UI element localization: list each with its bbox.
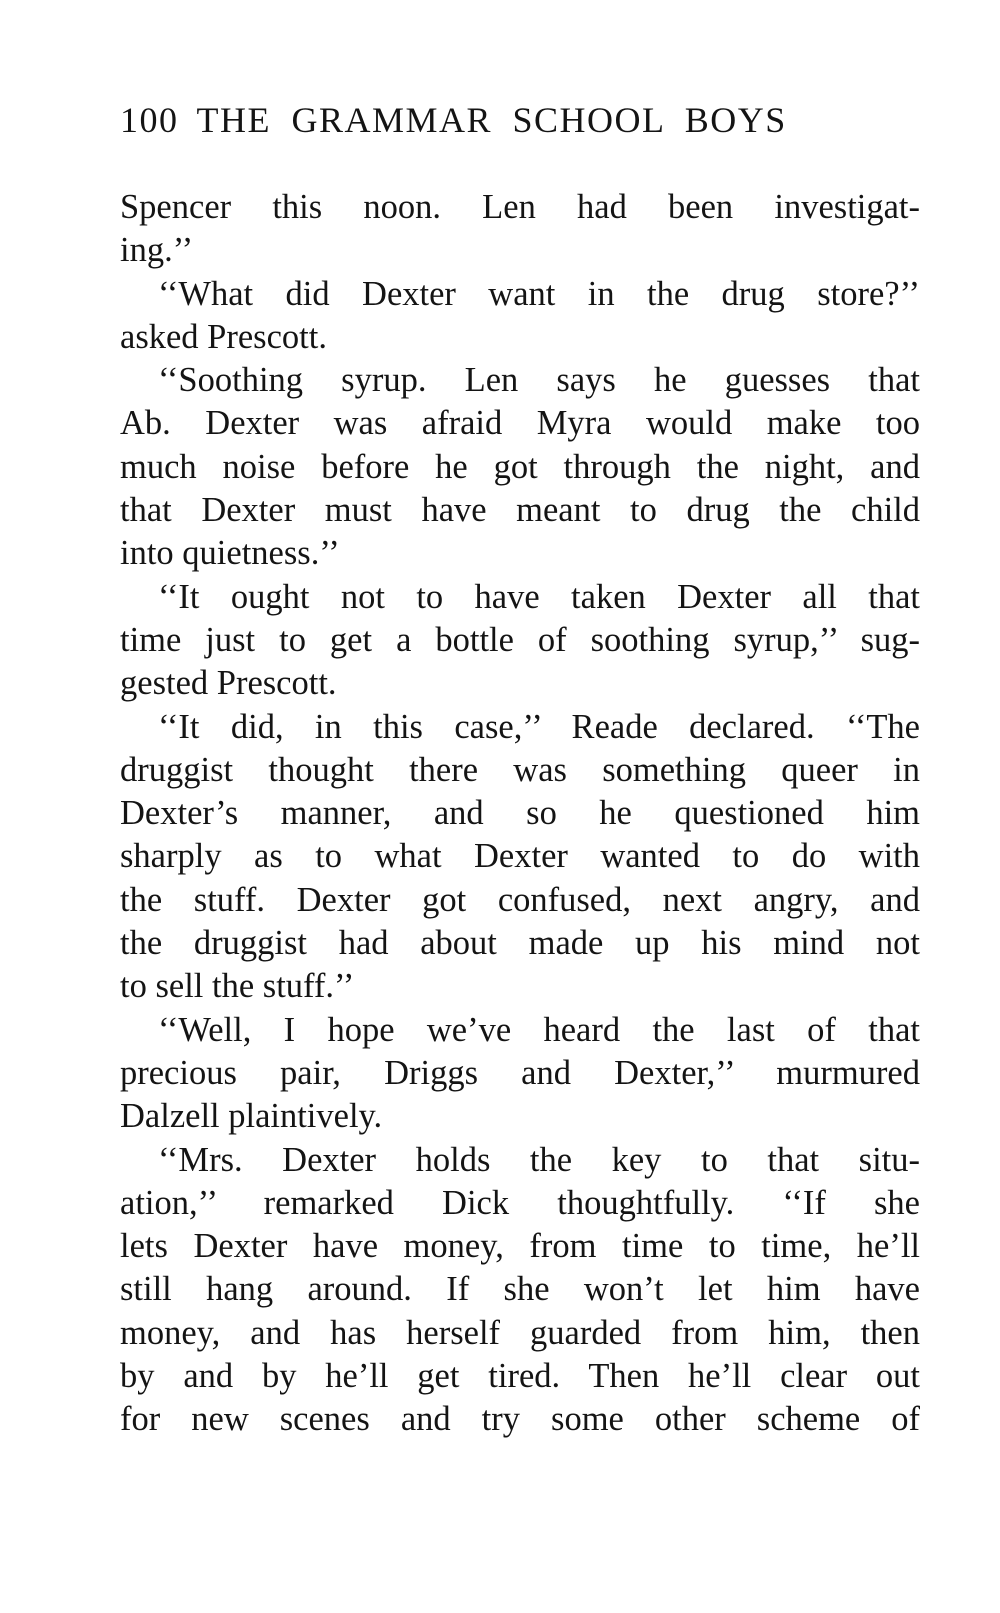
text-line: ‘‘Soothing syrup. Len says he guesses that (158, 361, 920, 400)
text-line: ‘‘It did, in this case,’’ Reade declared. ‘‘The (158, 707, 920, 746)
text-line: druggist thought there was something queer in (120, 750, 920, 789)
text-line: still hang around. If she won’t let him have (120, 1270, 920, 1309)
text-line: to sell the stuff.’’ (120, 967, 355, 1006)
body-text (120, 186, 920, 1442)
text-line: into quietness.’’ (120, 534, 340, 573)
text-line: much noise before he got through the night, and (120, 447, 920, 486)
text-line: Dexter’s manner, and so he questioned him (120, 794, 920, 833)
text-line: ing.’’ (120, 231, 194, 270)
text-line: asked Prescott. (120, 317, 327, 356)
book-title: THE GRAMMAR SCHOOL BOYS (196, 100, 787, 140)
text-line: the druggist had about made up his mind not (120, 924, 920, 963)
text-line: Ab. Dexter was afraid Myra would make too (120, 404, 920, 443)
text-line: Spencer this noon. Len had been investigat- (120, 188, 920, 226)
text-line: ‘‘Mrs. Dexter holds the key to that situ- (158, 1140, 920, 1179)
text-line: for new scenes and try some other scheme of (120, 1400, 920, 1439)
page-number: 100 (120, 100, 179, 140)
text-line: ation,’’ remarked Dick thoughtfully. ‘‘If she (120, 1183, 920, 1222)
text-line: time just to get a bottle of soothing syrup,’’ sug- (120, 620, 920, 659)
text-line: ‘‘It ought not to have taken Dexter all that (158, 577, 920, 616)
text-line: money, and has herself guarded from him, then (120, 1313, 920, 1352)
text-line: that Dexter must have meant to drug the child (120, 491, 920, 530)
text-line: ‘‘What did Dexter want in the drug store?’’ (158, 274, 920, 313)
text-line: sharply as to what Dexter wanted to do with (120, 837, 920, 876)
text-line: lets Dexter have money, from time to time, he’ll (120, 1227, 920, 1266)
text-line: the stuff. Dexter got confused, next angry, and (120, 880, 920, 919)
text-line: precious pair, Driggs and Dexter,’’ murmured (120, 1053, 920, 1092)
text-line: ‘‘Well, I hope we’ve heard the last of that (158, 1010, 920, 1049)
text-line: Dalzell plaintively. (120, 1097, 383, 1136)
running-head (120, 98, 920, 142)
text-line: by and by he’ll get tired. Then he’ll clear out (120, 1357, 920, 1396)
text-line: gested Prescott. (120, 664, 337, 703)
